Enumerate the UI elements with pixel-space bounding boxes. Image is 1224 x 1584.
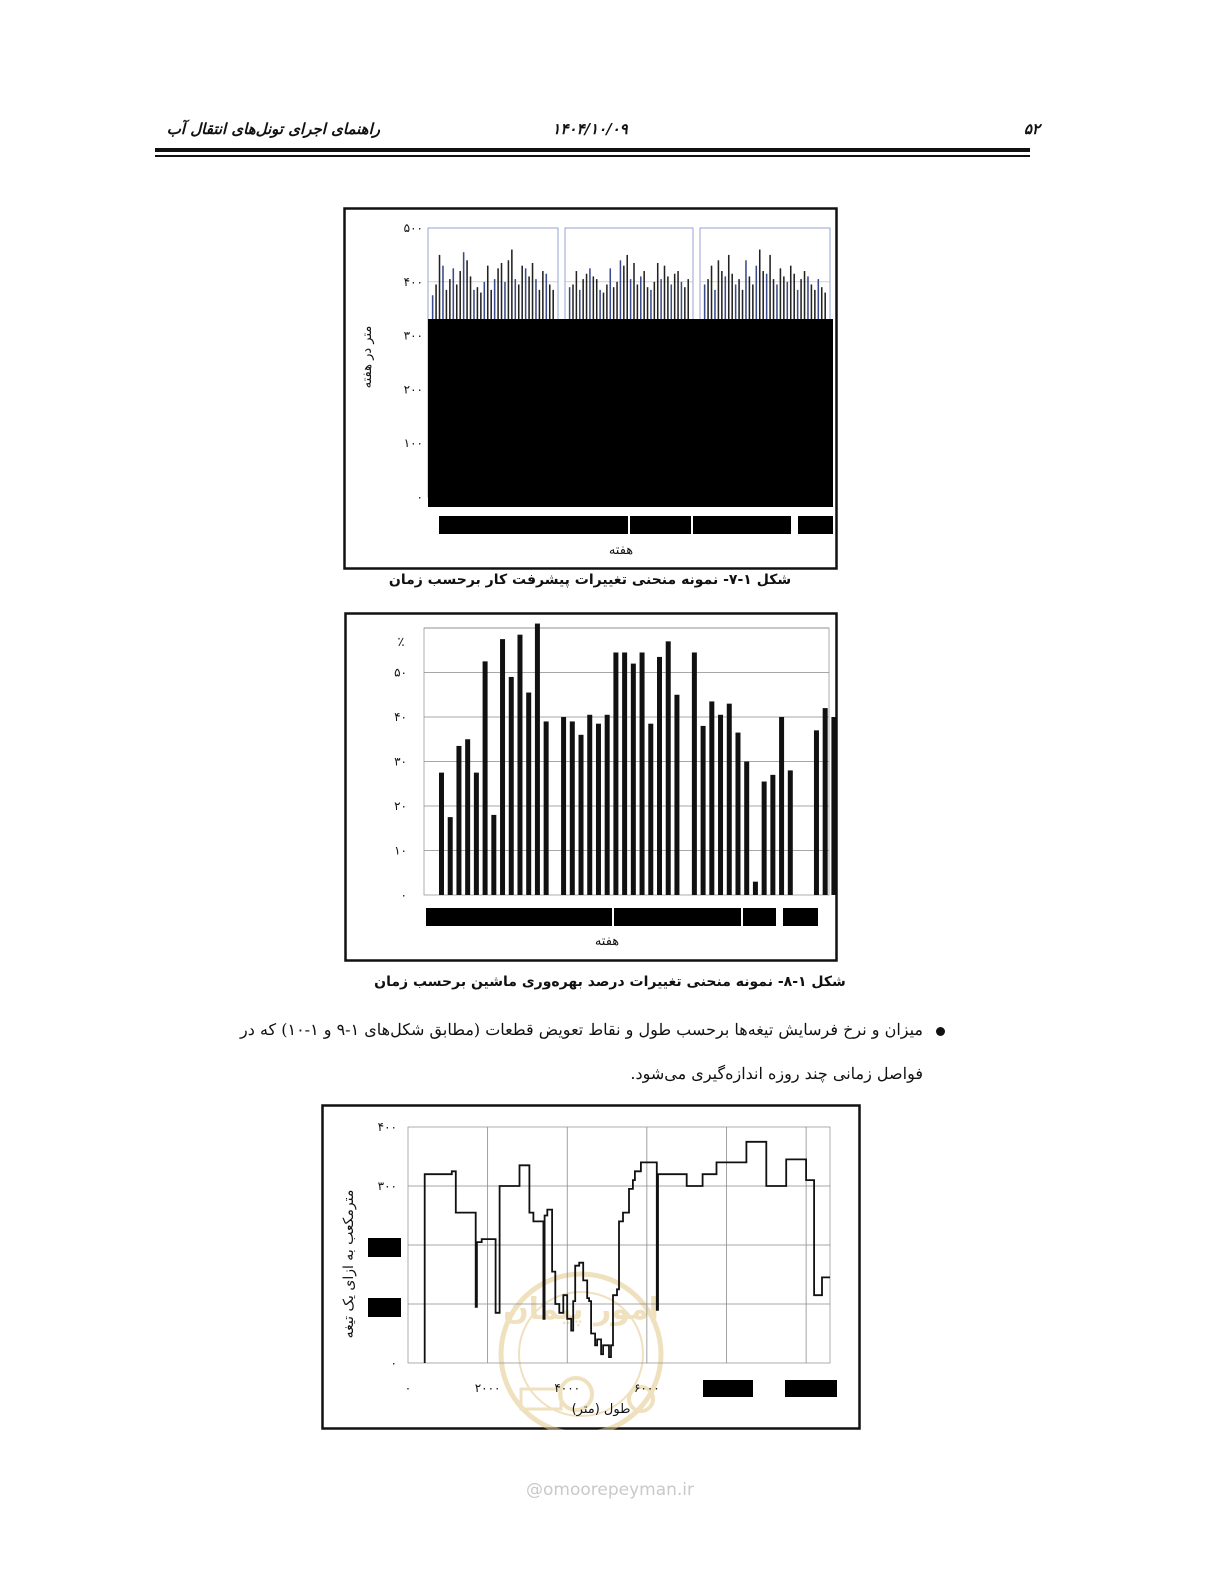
bar bbox=[753, 882, 758, 895]
bar bbox=[718, 715, 723, 895]
y-tick-label: ۳۰۰ bbox=[403, 328, 423, 343]
y-tick-label: ۱۰۰ bbox=[403, 436, 423, 451]
figure-9-ylabel: مترمکعب به ازای یک تیغه bbox=[341, 1189, 357, 1339]
bar bbox=[709, 701, 714, 895]
x-tick-label: ۰ bbox=[404, 1381, 412, 1395]
figure-8-xlabel: هفته bbox=[594, 934, 620, 949]
bar bbox=[823, 708, 828, 895]
bar bbox=[692, 652, 697, 895]
bar bbox=[587, 715, 592, 895]
bar bbox=[762, 782, 767, 895]
header-date: ۱۴۰۴/۱۰/۰۹ bbox=[552, 120, 628, 138]
figure-7-xlabel: هفته bbox=[608, 543, 634, 558]
redacted-ytick bbox=[368, 1238, 401, 1257]
bar bbox=[648, 724, 653, 895]
redacted-block bbox=[428, 319, 833, 507]
bar bbox=[744, 762, 749, 896]
bar bbox=[788, 770, 793, 895]
bar bbox=[456, 746, 461, 895]
figure-8-chart bbox=[344, 612, 838, 962]
bar bbox=[544, 721, 549, 895]
bar bbox=[526, 693, 531, 895]
bullet-line-2: فواصل زمانی چند روزه اندازه‌گیری می‌شود. bbox=[630, 1064, 923, 1083]
figure-8-ylabel: ٪ bbox=[397, 635, 405, 650]
x-tick-label: ۲۰۰۰ bbox=[474, 1381, 501, 1395]
bar bbox=[640, 652, 645, 895]
bar bbox=[735, 733, 740, 895]
bar bbox=[439, 773, 444, 895]
bar bbox=[579, 735, 584, 895]
figure-8-caption: شکل ۱-۸- نمونه منحنی تغییرات درصد بهره‌وری ماشین برحسب زمان bbox=[374, 974, 846, 990]
redacted-xtick bbox=[630, 516, 691, 534]
bar bbox=[666, 641, 671, 895]
bullet-dot bbox=[936, 1027, 945, 1036]
bar bbox=[448, 817, 453, 895]
bar bbox=[701, 726, 706, 895]
y-tick-label: ۴۰ bbox=[394, 710, 407, 724]
y-tick-label: ۵۰ bbox=[394, 665, 407, 680]
bar bbox=[770, 775, 775, 895]
bar bbox=[596, 724, 601, 895]
redacted-ytick bbox=[368, 1298, 401, 1317]
watermark-url-text: omoorepeyman.ir bbox=[542, 1480, 695, 1500]
figure-9-chart bbox=[321, 1104, 861, 1430]
watermark-brand: امور پیمان bbox=[503, 1292, 659, 1327]
bar bbox=[631, 664, 636, 895]
y-tick-label: ۲۰ bbox=[394, 799, 407, 813]
figure-9-xlabel: طول (متر) bbox=[571, 1402, 631, 1417]
bar bbox=[727, 704, 732, 895]
bar bbox=[509, 677, 514, 895]
bar bbox=[517, 635, 522, 895]
bar bbox=[535, 624, 540, 895]
bar bbox=[814, 730, 819, 895]
page-number: ۵۲ bbox=[1023, 120, 1040, 138]
y-tick-label: ۰ bbox=[416, 490, 423, 504]
y-tick-label: ۴۰۰ bbox=[403, 274, 423, 289]
watermark-url bbox=[505, 1480, 715, 1500]
bar bbox=[474, 773, 479, 895]
y-tick-label: ۰ bbox=[400, 888, 407, 902]
redacted-xtick bbox=[426, 908, 612, 926]
figure-7-ylabel: متر در هفته bbox=[360, 325, 375, 389]
redacted-xtick bbox=[798, 516, 833, 534]
bar bbox=[465, 739, 470, 895]
figure-7-caption: شکل ۱-۷- نمونه منحنی تغییرات پیشرفت کار برحسب زمان bbox=[388, 572, 792, 588]
bar bbox=[500, 639, 505, 895]
bar bbox=[613, 652, 618, 895]
y-tick-label: ۵۰۰ bbox=[403, 221, 423, 235]
bar bbox=[561, 717, 566, 895]
bar bbox=[491, 815, 496, 895]
header-rule-thin bbox=[155, 155, 1030, 157]
y-tick-label: ۲۰۰ bbox=[403, 382, 423, 397]
redacted-xtick bbox=[614, 908, 741, 926]
header-rule bbox=[155, 148, 1030, 152]
figure-9-frame bbox=[323, 1106, 860, 1429]
redacted-xtick bbox=[693, 516, 791, 534]
bar bbox=[657, 657, 662, 895]
bar bbox=[622, 652, 627, 895]
y-tick-label: ۰ bbox=[390, 1356, 397, 1370]
bar bbox=[570, 721, 575, 895]
bar bbox=[605, 715, 610, 895]
redacted-xtick bbox=[703, 1380, 753, 1397]
redacted-xtick bbox=[743, 908, 776, 926]
y-tick-label: ۳۰۰ bbox=[377, 1179, 397, 1193]
bullet-line-1: میزان و نرخ فرسایش تیغه‌ها برحسب طول و نقاط تعویض قطعات (مطابق شکل‌های ۱-۹ و ۱-۱۰) که در bbox=[240, 1020, 923, 1039]
bar bbox=[831, 717, 836, 895]
bar bbox=[483, 661, 488, 895]
book-title: راهنمای اجرای تونل‌های انتقال آب bbox=[166, 120, 380, 138]
redacted-xtick bbox=[439, 516, 628, 534]
y-tick-label: ۳۰ bbox=[394, 754, 407, 769]
bar bbox=[674, 695, 679, 895]
bar bbox=[779, 717, 784, 895]
y-tick-label: ۴۰۰ bbox=[377, 1120, 397, 1134]
redacted-xtick bbox=[785, 1380, 837, 1397]
x-tick-label: ۶۰۰۰ bbox=[633, 1381, 660, 1395]
at-icon: @ bbox=[525, 1480, 543, 1500]
redacted-xtick bbox=[783, 908, 818, 926]
y-tick-label: ۱۰ bbox=[394, 843, 407, 858]
figure-7-chart bbox=[343, 207, 838, 570]
x-tick-label: ۴۰۰۰ bbox=[554, 1381, 581, 1395]
